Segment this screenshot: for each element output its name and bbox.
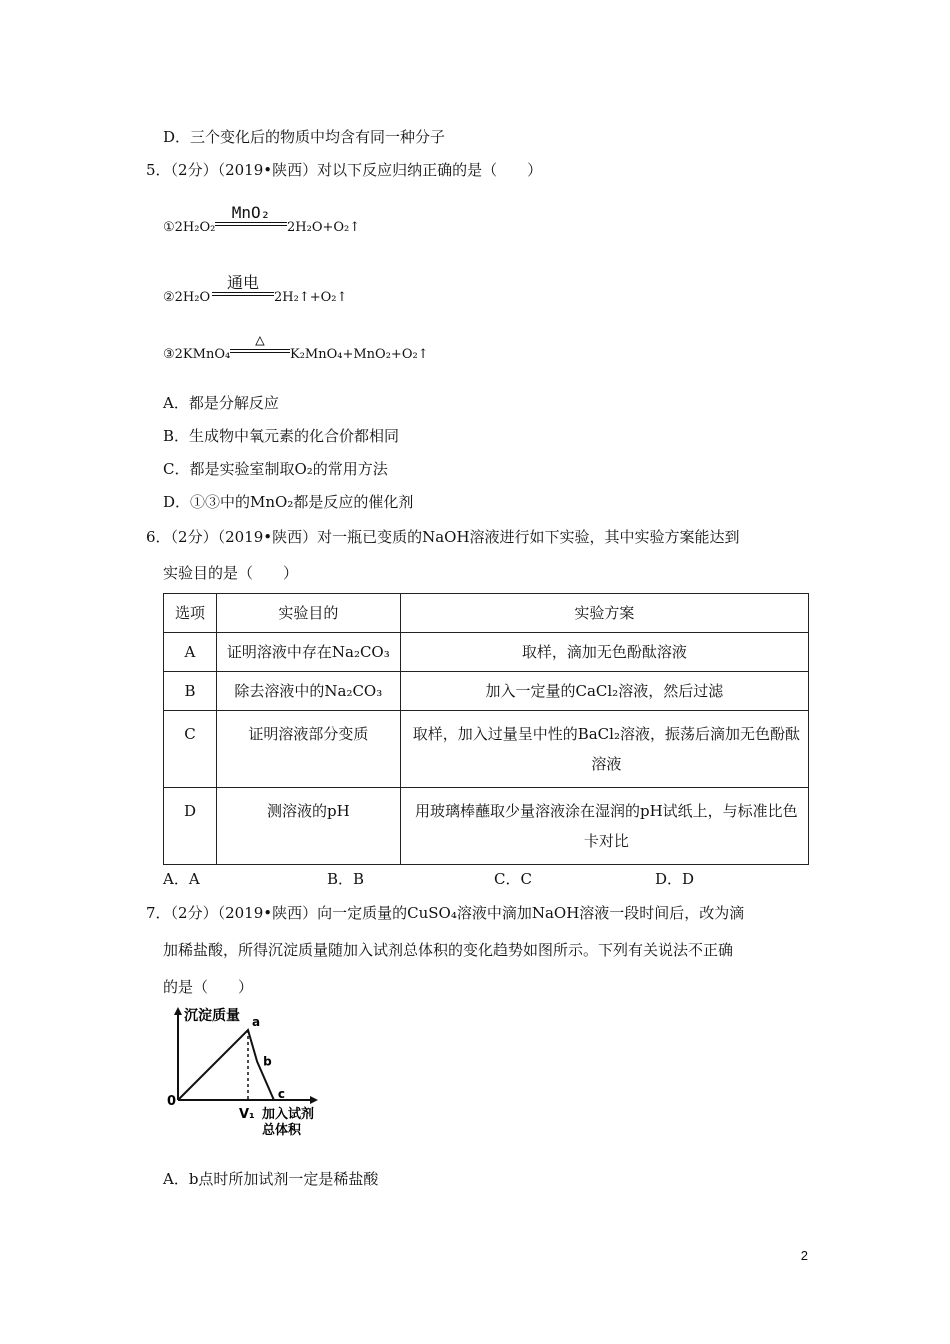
eq1-condition <box>215 204 287 226</box>
q5-option-c: C．都是实验室制取O₂的常用方法 <box>163 460 388 478</box>
x-axis-label-line1: 加入试剂 <box>262 1107 315 1122</box>
point-label-b: b <box>263 1054 272 1069</box>
row-option: B <box>164 672 217 711</box>
row-plan: 取样，加入过量呈中性的BaCl₂溶液，振荡后滴加无色酚酞溶液 <box>400 711 808 788</box>
header-plan: 实验方案 <box>400 594 808 633</box>
row-option: A <box>164 633 217 672</box>
q7-stem-line3: 的是（ ） <box>163 978 254 996</box>
eq1-products: 2H₂O+O₂↑ <box>287 220 361 235</box>
table-row <box>164 788 809 865</box>
q5-option-d: D．①③中的MnO₂都是反应的催化剂 <box>163 493 414 511</box>
origin-label: 0 <box>167 1094 177 1109</box>
row-option: D <box>164 788 217 865</box>
precipitate-line <box>178 1030 274 1100</box>
eq3-condition-label: △ <box>255 330 265 349</box>
eq2-condition <box>212 274 274 296</box>
experiment-table <box>163 593 809 865</box>
q6-answer-a: A．A <box>163 870 200 888</box>
row-goal: 测溶液的pH <box>216 788 400 865</box>
row-goal: 证明溶液部分变质 <box>216 711 400 788</box>
x-axis-label-line2: 总体积 <box>262 1123 302 1138</box>
eq2-products: 2H₂↑+O₂↑ <box>274 290 348 305</box>
chart-marks <box>178 1015 285 1101</box>
eq1-equal-sign <box>215 222 287 226</box>
eq2-equal-sign <box>212 292 274 296</box>
q5-option-a: A．都是分解反应 <box>163 394 279 412</box>
point-label-a: a <box>252 1015 261 1029</box>
row-goal: 证明溶液中存在Na₂CO₃ <box>216 633 400 672</box>
q7-stem-line1: 7．（2分）（2019•陕西）向一定质量的CuSO₄溶液中滴加NaOH溶液一段时间后，改为滴 <box>146 904 745 922</box>
eq3-equal-sign <box>230 349 290 353</box>
eq1-condition-label: MnO₂ <box>231 203 271 222</box>
point-label-c: c <box>277 1087 286 1101</box>
eq2-condition-label: 通电 <box>226 273 259 292</box>
eq2-reactants: ②2H₂O <box>163 290 211 305</box>
y-axis-arrow <box>174 1007 182 1015</box>
precipitate-chart <box>162 1005 362 1140</box>
y-axis-label: 沉淀质量 <box>184 1008 240 1024</box>
table-row <box>164 711 809 788</box>
q6-answer-c: C．C <box>494 870 532 888</box>
eq1-reactants: ①2H₂O₂ <box>163 220 216 235</box>
q4-option-d: D．三个变化后的物质中均含有同一种分子 <box>163 128 446 146</box>
page-number: 2 <box>800 1248 808 1263</box>
row-goal: 除去溶液中的Na₂CO₃ <box>216 672 400 711</box>
x-tick-v1: V₁ <box>239 1107 255 1122</box>
row-plan: 加入一定量的CaCl₂溶液，然后过滤 <box>400 672 808 711</box>
header-option: 选项 <box>164 594 217 633</box>
row-option: C <box>164 711 217 788</box>
table-row <box>164 633 809 672</box>
x-axis-label <box>262 1106 319 1138</box>
eq3-products: K₂MnO₄+MnO₂+O₂↑ <box>290 347 429 362</box>
table-header-row <box>164 594 809 633</box>
q6-stem-line2: 实验目的是（ ） <box>163 564 299 582</box>
row-plan: 取样，滴加无色酚酞溶液 <box>400 633 808 672</box>
q5-stem: 5．（2分）（2019•陕西）对以下反应归纳正确的是（ ） <box>146 161 543 179</box>
q6-stem-line1: 6．（2分）（2019•陕西）对一瓶已变质的NaOH溶液进行如下实验，其中实验方案能达到 <box>146 528 740 546</box>
row-plan: 用玻璃棒蘸取少量溶液涂在湿润的pH试纸上，与标准比色卡对比 <box>400 788 808 865</box>
q5-option-b: B．生成物中氧元素的化合价都相同 <box>163 427 400 445</box>
q6-answer-d: D．D <box>655 870 695 888</box>
header-goal: 实验目的 <box>216 594 400 633</box>
x-axis-arrow <box>310 1096 318 1104</box>
table-row <box>164 672 809 711</box>
q7-stem-line2: 加稀盐酸，所得沉淀质量随加入试剂总体积的变化趋势如图所示。下列有关说法不正确 <box>163 941 734 959</box>
eq3-condition <box>230 331 290 353</box>
q6-answer-b: B．B <box>327 870 365 888</box>
eq3-reactants: ③2KMnO₄ <box>163 347 231 362</box>
q7-option-a: A．b点时所加试剂一定是稀盐酸 <box>163 1170 379 1188</box>
